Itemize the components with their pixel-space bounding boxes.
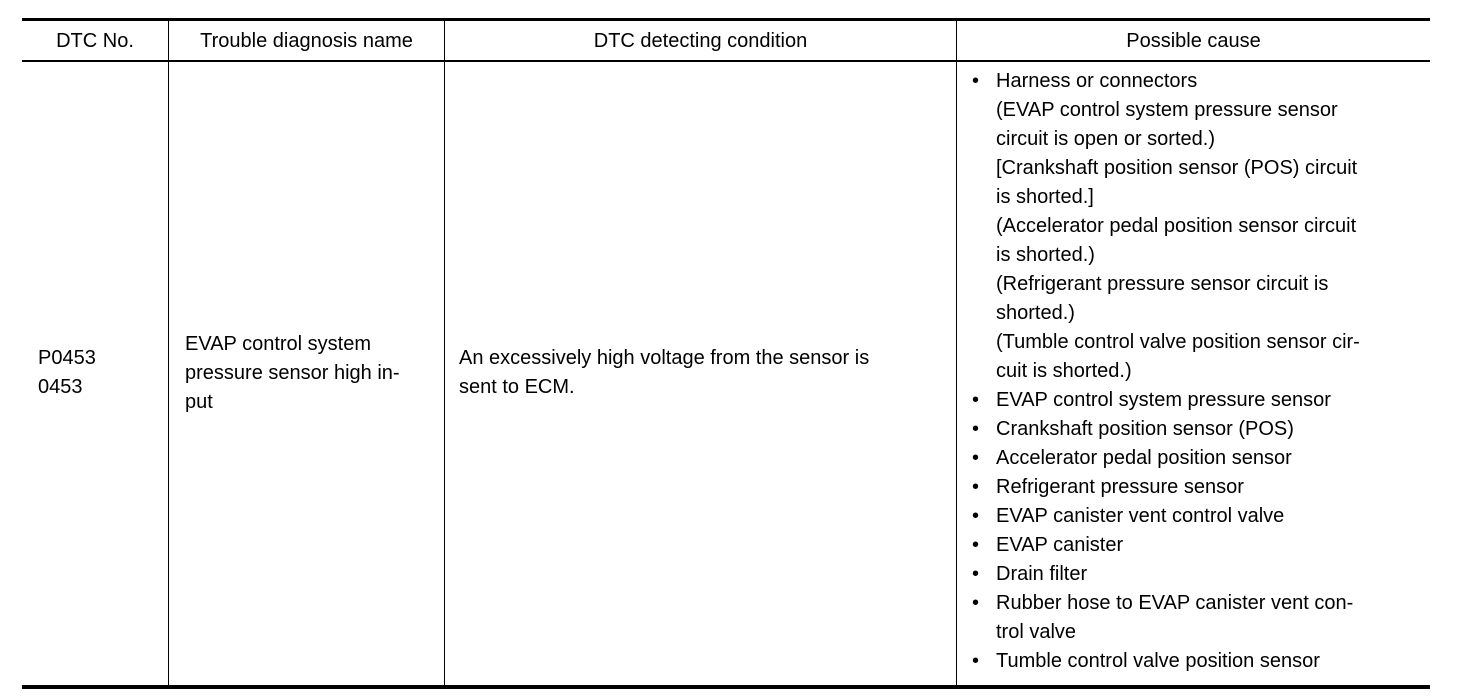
possible-cause-item <box>972 415 1432 444</box>
header-dtc-detecting-condition: DTC detecting condition <box>593 29 808 52</box>
possible-cause-text: EVAP canister vent control valve <box>996 505 1285 527</box>
column-divider <box>168 20 169 686</box>
bullet-icon: • <box>972 447 980 469</box>
possible-cause-item <box>972 473 1432 502</box>
column-divider <box>444 20 445 686</box>
header-possible-cause: Possible cause <box>1126 29 1261 52</box>
possible-cause-item <box>972 647 1432 676</box>
possible-cause-item <box>972 444 1432 473</box>
header-dtc-no: DTC No. <box>56 29 134 52</box>
bullet-icon: • <box>972 418 980 440</box>
possible-cause-list <box>972 67 1432 676</box>
possible-cause-item <box>972 67 1432 386</box>
possible-cause-details <box>996 96 1432 386</box>
bullet-icon: • <box>972 563 980 585</box>
possible-cause-detail: (Refrigerant pressure sensor circuit is shorted.) <box>996 273 1329 324</box>
possible-cause-text: Drain filter <box>996 563 1088 585</box>
possible-cause-text: EVAP control system pressure sensor <box>996 389 1331 411</box>
possible-cause-detail: (EVAP control system pressure sensor circuit is open or sorted.) <box>996 99 1338 150</box>
bullet-icon: • <box>972 650 980 672</box>
dtc-number: P0453 0453 <box>38 347 96 398</box>
possible-cause-text: Harness or connectors <box>996 70 1198 92</box>
possible-cause-detail: (Tumble control valve position sensor cir- cuit is shorted.) <box>996 331 1360 382</box>
bullet-icon: • <box>972 534 980 556</box>
possible-cause-item <box>972 502 1432 531</box>
possible-cause-item <box>972 589 1432 647</box>
table-bottom-rule <box>22 685 1430 689</box>
possible-cause-item <box>972 386 1432 415</box>
possible-cause-detail: (Accelerator pedal position sensor circuit is shorted.) <box>996 215 1357 266</box>
possible-cause-item <box>972 560 1432 589</box>
column-divider <box>956 20 957 686</box>
possible-cause-text: Rubber hose to EVAP canister vent con- trol valve <box>996 592 1354 643</box>
header-trouble-diagnosis-name: Trouble diagnosis name <box>200 29 413 52</box>
possible-cause-text: EVAP canister <box>996 534 1124 556</box>
bullet-icon: • <box>972 476 980 498</box>
trouble-diagnosis-name: EVAP control system pressure sensor high in- put <box>185 333 400 413</box>
possible-cause-text: Crankshaft position sensor (POS) <box>996 418 1294 440</box>
possible-cause-item <box>972 531 1432 560</box>
possible-cause-text: Tumble control valve position sensor <box>996 650 1320 672</box>
bullet-icon: • <box>972 70 980 92</box>
bullet-icon: • <box>972 389 980 411</box>
bullet-icon: • <box>972 592 980 614</box>
possible-cause-text: Refrigerant pressure sensor <box>996 476 1244 498</box>
possible-cause-detail: [Crankshaft position sensor (POS) circuit is shorted.] <box>996 157 1358 208</box>
bullet-icon: • <box>972 505 980 527</box>
dtc-detecting-condition: An excessively high voltage from the sensor is sent to ECM. <box>459 347 870 398</box>
dtc-table <box>22 18 1430 689</box>
possible-cause-text: Accelerator pedal position sensor <box>996 447 1292 469</box>
